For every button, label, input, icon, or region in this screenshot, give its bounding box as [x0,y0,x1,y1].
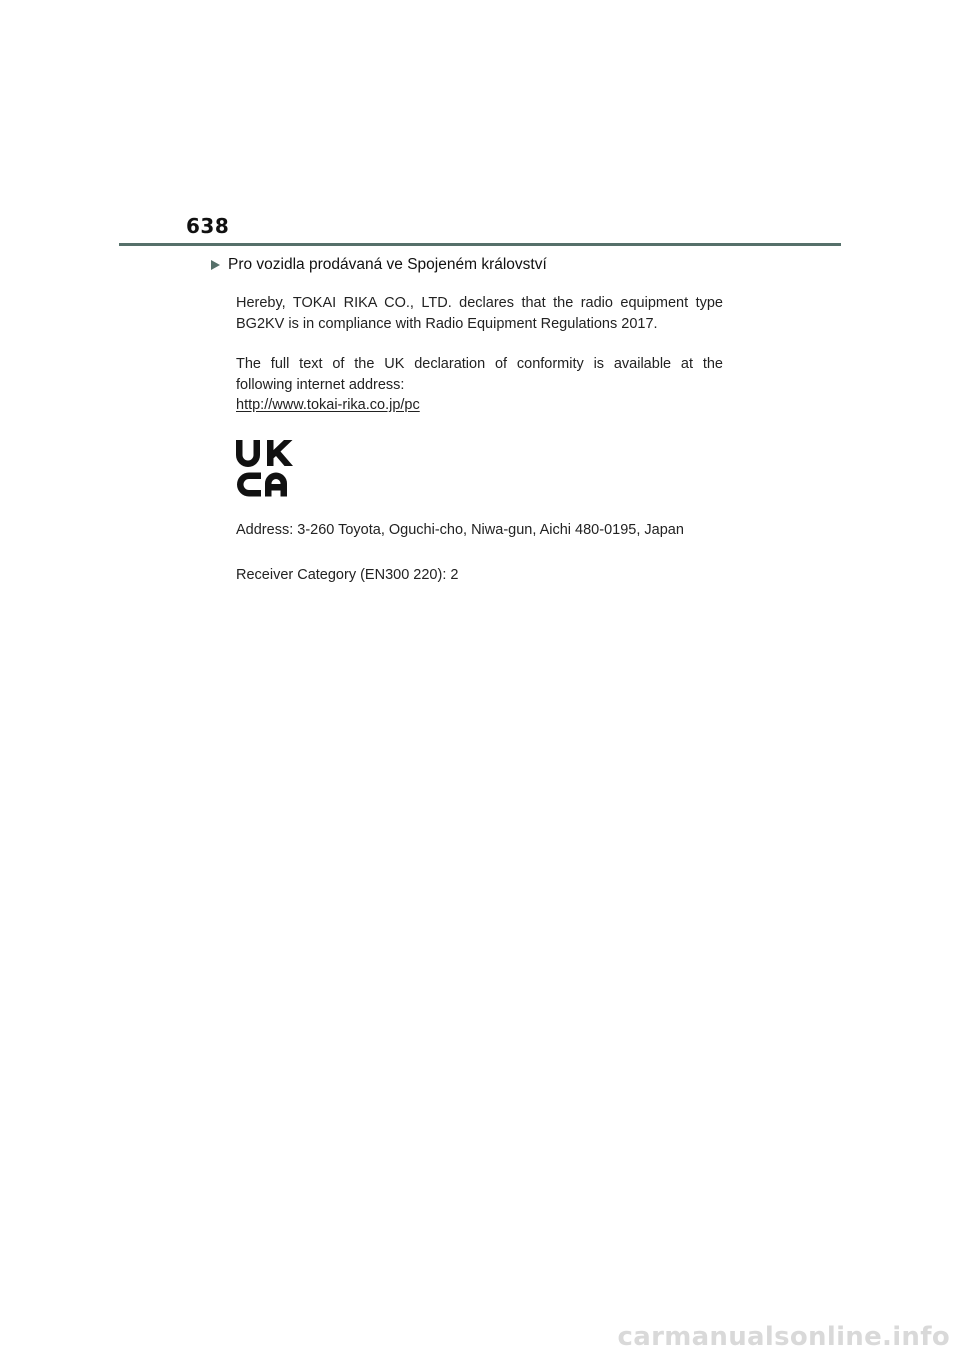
conformity-paragraph [236,354,723,396]
receiver-category-text: Receiver Category (EN300 220): 2 [236,567,459,583]
conformity-line-2: following internet address: [236,377,405,393]
page-number: 638 [186,214,230,238]
conformity-url-link[interactable]: http://www.tokai-rika.co.jp/pc [236,397,420,413]
triangle-right-icon [211,260,220,270]
watermark-text: carmanualsonline.info [617,1322,950,1352]
declaration-line-2: BG2KV is in compliance with Radio Equipment Regulations 2017. [236,316,658,332]
declaration-line-1: Hereby, TOKAI RIKA CO., LTD. declares that the radio equipment type [236,295,723,311]
section-heading [211,256,547,274]
declaration-paragraph [236,293,723,335]
address-text: Address: 3-260 Toyota, Oguchi-cho, Niwa-gun, Aichi 480-0195, Japan [236,522,684,538]
section-heading-text: Pro vozidla prodávaná ve Spojeném království [228,256,547,273]
ukca-mark-icon [234,439,294,497]
header-divider [119,243,841,246]
conformity-line-1: The full text of the UK declaration of conformity is available at the [236,356,723,372]
